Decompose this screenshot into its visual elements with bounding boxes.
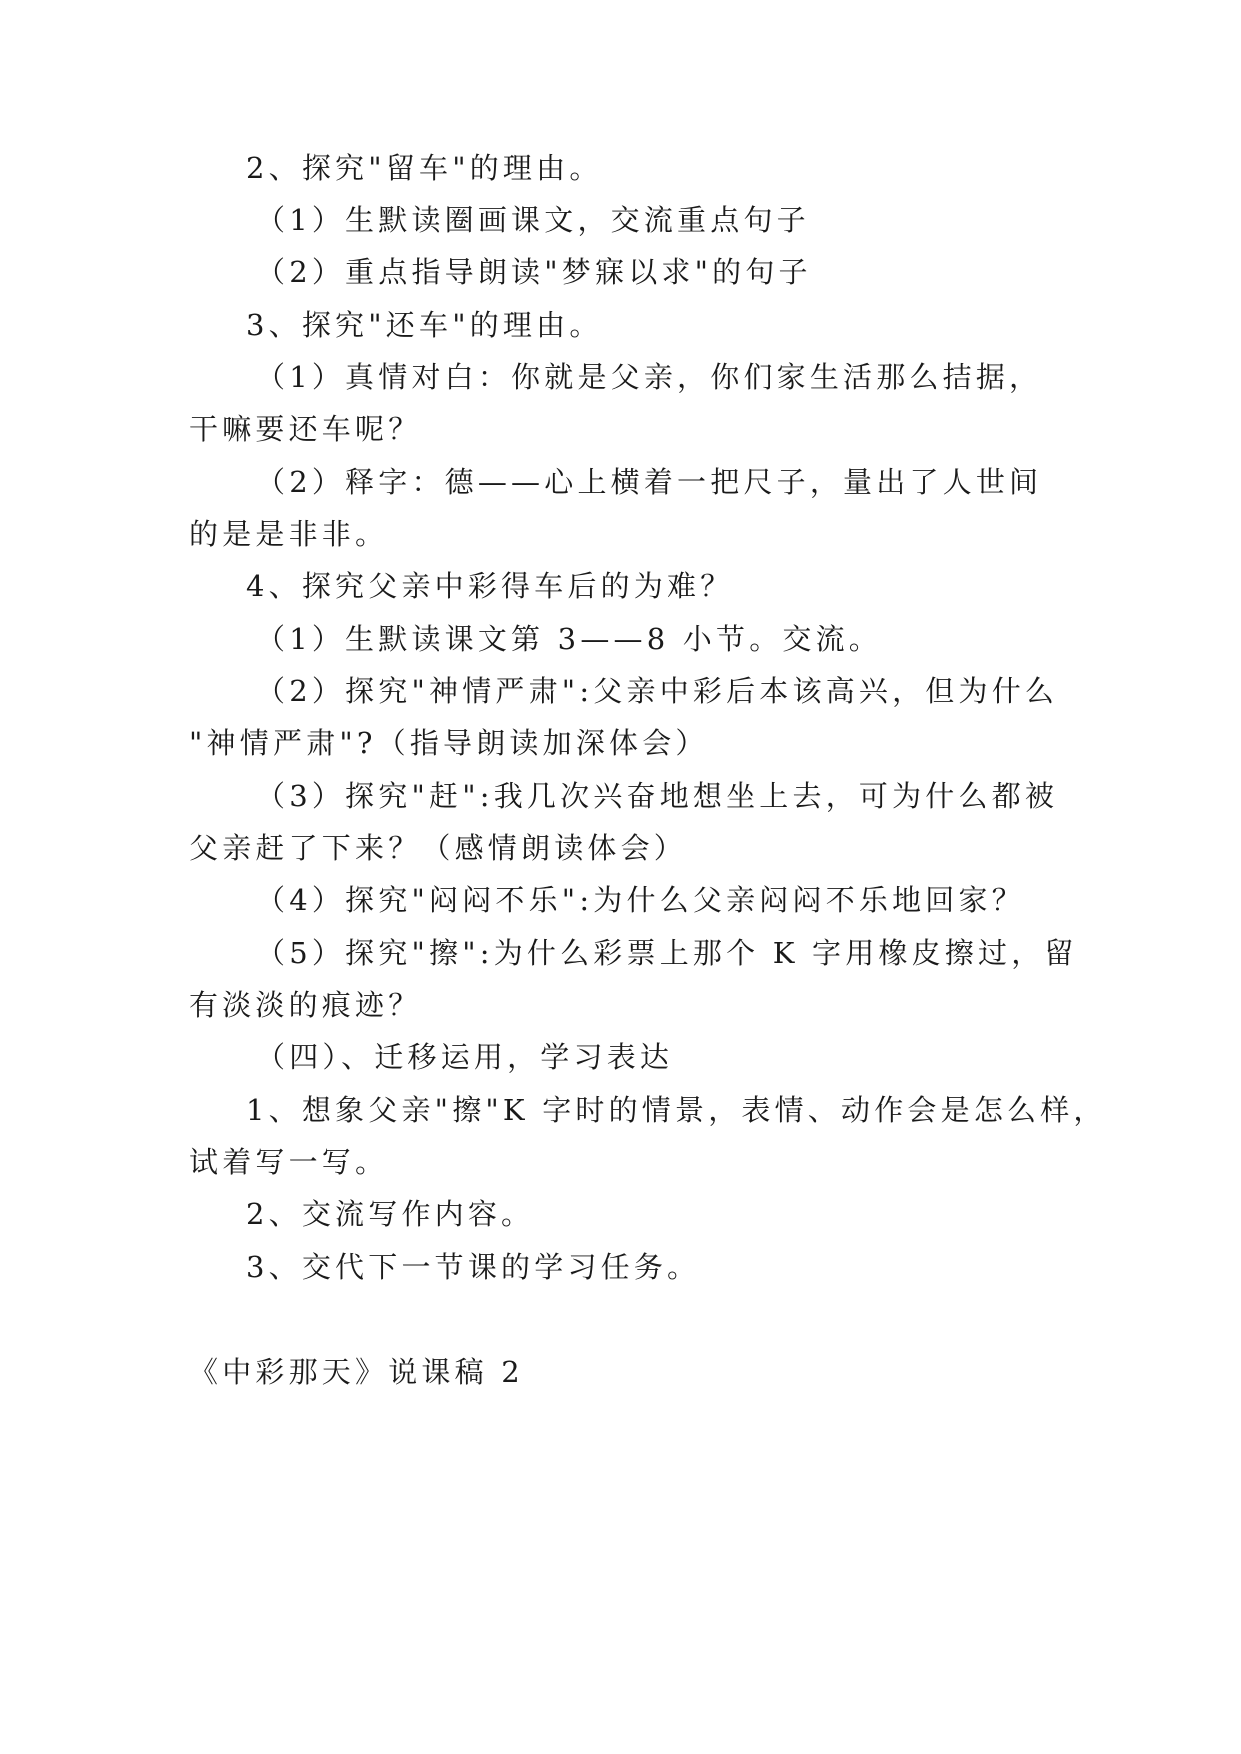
step-4-item-1: （1）生默读课文第 3——8 小节。交流。 bbox=[256, 622, 882, 656]
section-4-item-1-cont: 试着写一写。 bbox=[189, 1145, 389, 1179]
step-4-item-3: （3）探究"赶":我几次兴奋地想坐上去，可为什么都被 bbox=[256, 779, 1059, 813]
section-4-item-1: 1、想象父亲"擦"K 字时的情景，表情、动作会是怎么样， bbox=[246, 1093, 1107, 1127]
step-3-heading: 3、探究"还车"的理由。 bbox=[246, 308, 603, 342]
step-3-item-2: （2）释字：德——心上横着一把尺子，量出了人世间 bbox=[256, 465, 1043, 499]
step-3-item-1: （1）真情对白：你就是父亲，你们家生活那么拮据， bbox=[256, 360, 1043, 394]
section-4-item-2: 2、交流写作内容。 bbox=[246, 1197, 535, 1231]
step-3-item-1-cont: 干嘛要还车呢？ bbox=[189, 412, 422, 446]
section-4-item-3: 3、交代下一节课的学习任务。 bbox=[246, 1250, 701, 1284]
step-4-item-3-cont: 父亲赶了下来？（感情朗读体会） bbox=[189, 831, 688, 865]
step-3-item-2-cont: 的是是非非。 bbox=[189, 517, 389, 551]
step-4-heading: 4、探究父亲中彩得车后的为难？ bbox=[246, 569, 734, 603]
step-2-item-1: （1）生默读圈画课文，交流重点句子 bbox=[256, 203, 810, 237]
section-4-heading: （四）、迁移运用，学习表达 bbox=[256, 1040, 674, 1074]
step-4-item-2-cont: "神情严肃"?（指导朗读加深体会） bbox=[189, 726, 709, 760]
next-document-heading: 《中彩那天》说课稿 2 bbox=[189, 1355, 524, 1389]
step-4-item-5: （5）探究"擦":为什么彩票上那个 K 字用橡皮擦过，留 bbox=[256, 936, 1078, 970]
step-4-item-2: （2）探究"神情严肃":父亲中彩后本该高兴，但为什么 bbox=[256, 674, 1059, 708]
step-2-item-2: （2）重点指导朗读"梦寐以求"的句子 bbox=[256, 255, 812, 289]
step-4-item-5-cont: 有淡淡的痕迹？ bbox=[189, 988, 422, 1022]
step-4-item-4: （4）探究"闷闷不乐":为什么父亲闷闷不乐地回家？ bbox=[256, 883, 1025, 917]
step-2-heading: 2、探究"留车"的理由。 bbox=[246, 151, 603, 185]
